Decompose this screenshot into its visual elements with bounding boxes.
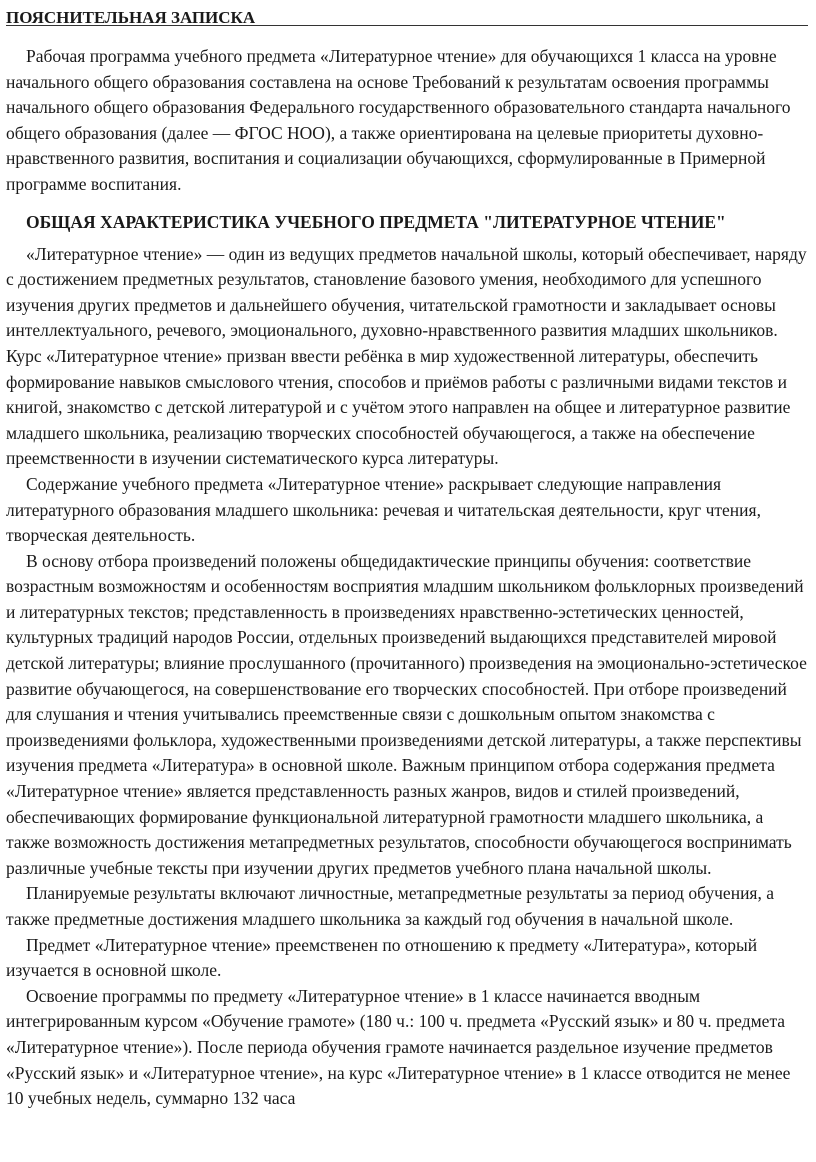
intro-paragraph: Рабочая программа учебного предмета «Литературное чтение» для обучающихся 1 класса на уровне начального общего образования составлена на основе Требований к результатам освоения программы начального общего образования Федерального государственного образовательного стандарта начального общего образования (далее — ФГОС НОО), а также ориентирована на целевые приоритеты духовно-нравственного развития, воспитания и социализации обучающихся, сформулированные в Примерной программе воспитания. <box>6 46 791 194</box>
section-title: ОБЩАЯ ХАРАКТЕРИСТИКА УЧЕБНОГО ПРЕДМЕТА "ЛИТЕРАТУРНОЕ ЧТЕНИЕ" <box>26 211 726 232</box>
paragraph-selection-principles: В основу отбора произведений положены общедидактические принципы обучения: соответствие возрастным возможностям и особенностям восприятия младшим школьником фольклорных произведений и литературных текстов; представленность в произведениях нравственно-эстетических ценностей, культурных традиций народов России, отдельных произведений выдающихся представителей мировой детской литературы; влияние прослушанного (прочитанного) произведения на эмоционально-эстетическое развитие обучающегося, на совершенствование его творческих способностей. При отборе произведений для слушания и чтения учитывались преемственные связи с дошкольным опытом знакомства с произведениями фольклора, художественными произведениями детской литературы, а также перспективы изучения предмета «Литература» в основной школе. Важным принципом отбора содержания предмета «Литературное чтение» является представленность разных жанров, видов и стилей произведений, обеспечивающих формирование функциональной литературной грамотности младшего школьника, а также возможность достижения метапредметных результатов, способности обучающегося воспринимать различные учебные тексты при изучении других предметов учебного плана начальной школы. <box>6 550 807 878</box>
paragraph-program-hours: Освоение программы по предмету «Литературное чтение» в 1 классе начинается вводным интегрированным курсом «Обучение грамоте» (180 ч.: 100 ч. предмета «Русский язык» и 80 ч. предмета «Литературное чтение»). После периода обучения грамоте начинается раздельное изучение предметов «Русский язык» и «Литературное чтение», на курс «Литературное чтение» в 1 классе отводится не менее 10 учебных недель, суммарно 132 часа <box>6 985 791 1109</box>
paragraph-content-directions: Содержание учебного предмета «Литературное чтение» раскрывает следующие направления литературного образования младшего школьника: речевая и читательская деятельности, круг чтения, творческая деятельность. <box>6 473 761 546</box>
document-page <box>6 0 808 1112</box>
paragraph-planned-results: Планируемые результаты включают личностные, метапредметные результаты за период обучения, а также предметные достижения младшего школьника за каждый год обучения в начальной школе. <box>6 883 774 929</box>
paragraph-continuity: Предмет «Литературное чтение» преемственен по отношению к предмету «Литература», который изучается в основной школе. <box>6 934 758 981</box>
page-title: ПОЯСНИТЕЛЬНАЯ ЗАПИСКА <box>6 0 808 26</box>
paragraph-role-of-subject: «Литературное чтение» — один из ведущих предметов начальной школы, который обеспечивает, наряду с достижением предметных результатов, становление базового умения, необходимого для успешного изучения других предметов и дальнейшего обучения, читательской грамотности и закладывает основы интеллектуального, речевого, эмоционального, духовно-нравственного развития младших школьников. Курс «Литературное чтение» призван ввести ребёнка в мир художественной литературы, обеспечить формирование навыков смыслового чтения, способов и приёмов работы с различными видами текстов и книгой, знакомство с детской литературой и с учётом этого направлен на общее и литературное развитие младшего школьника, реализацию творческих способностей обучающегося, а также на обеспечение преемственности в изучении систематического курса литературы. <box>6 243 807 469</box>
